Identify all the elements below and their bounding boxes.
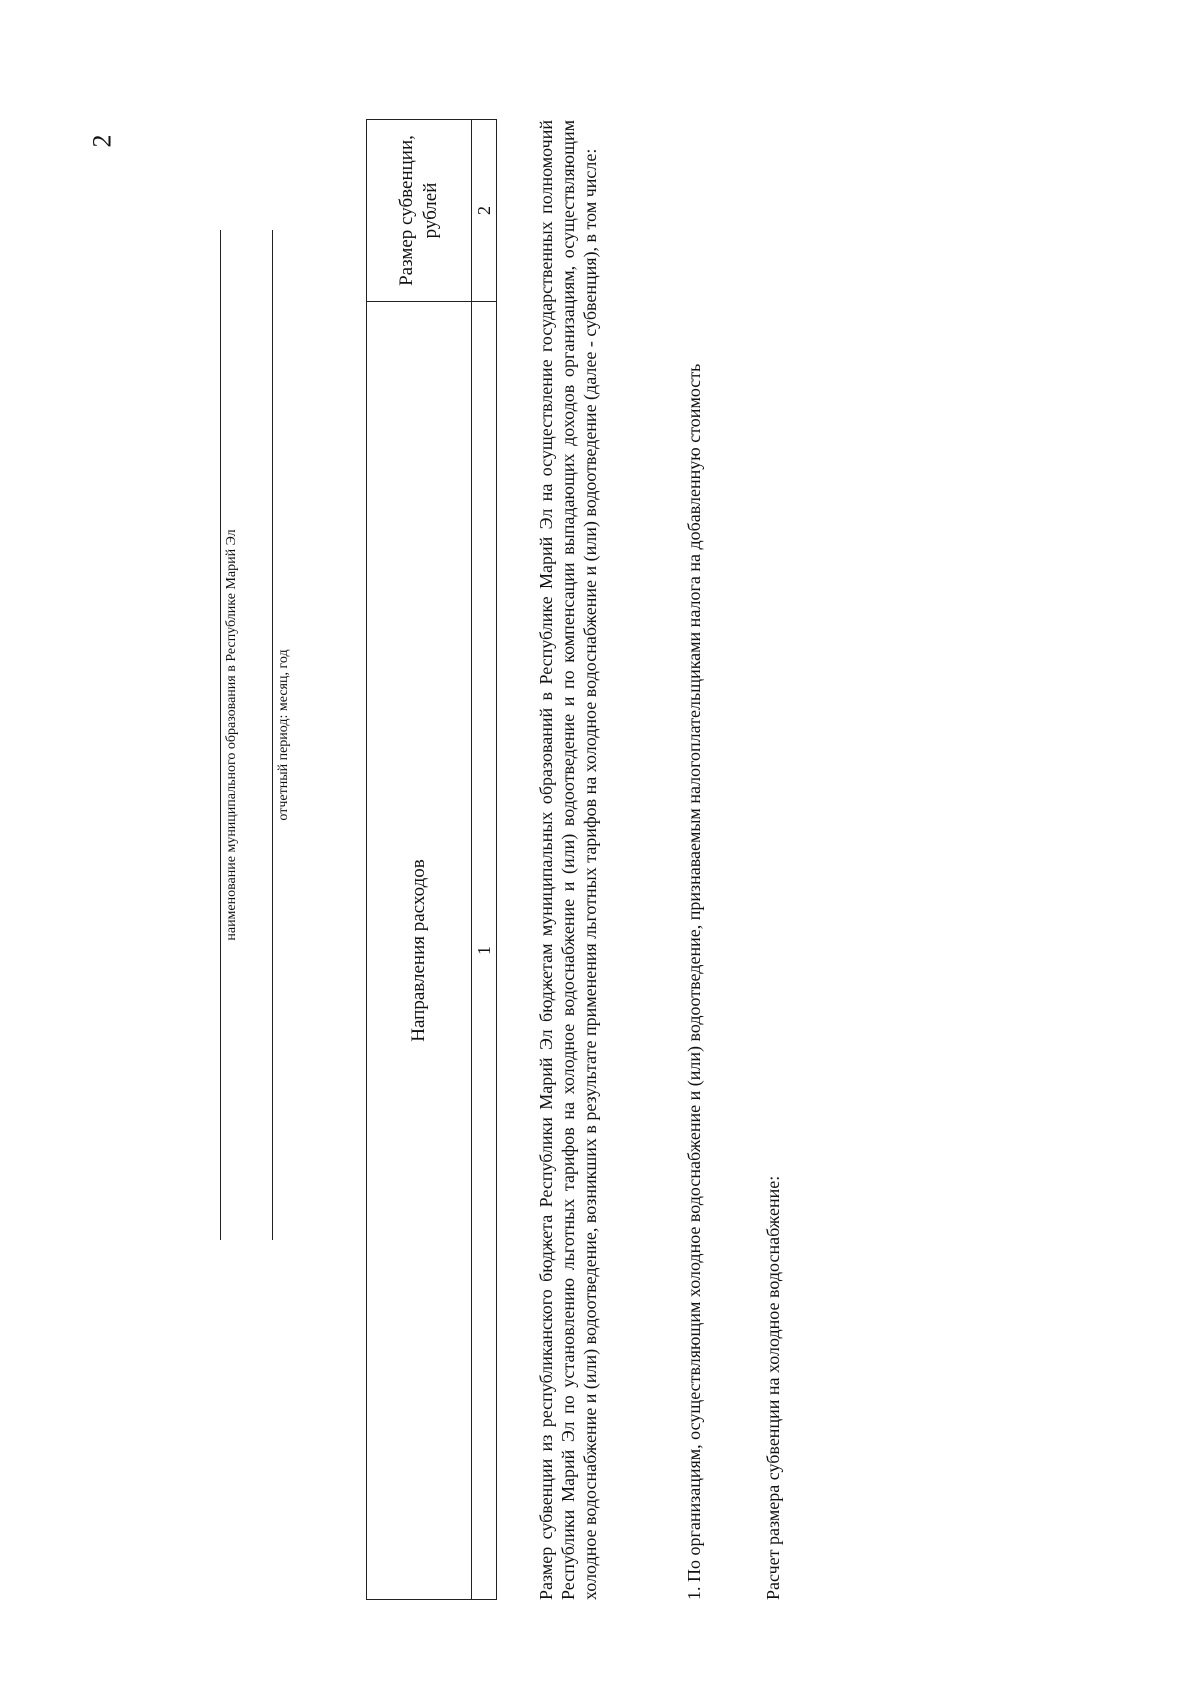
expense-table <box>366 119 497 1600</box>
period-field-line <box>272 230 273 1240</box>
period-field-caption: отчетный период: месяц, год <box>276 649 291 821</box>
header-subvention-amount: Размер субвенции, рублей <box>367 120 472 302</box>
municipality-field-line <box>220 230 221 1240</box>
column-number-2: 2 <box>472 120 497 302</box>
column-number-1: 1 <box>472 302 497 1600</box>
header-expense-direction: Направления расходов <box>367 302 472 1600</box>
intro-paragraph: Размер субвенции из республиканского бюджета Республики Марий Эл бюджетам муниципальных образований в Республике Марий Эл на осуществление государственных полномочий Республики Марий Эл по установлению льготных тарифов на холодное водоснабжение и (или) водоотведение и по компенсации выпадающих доходов организациям, осуществляющим холодное водоснабжение и (или) водоотведение, возникших в результате применения льготных тарифов на холодное водоснабжение и (или) водоотведение (далее - субвенция), в том числе: <box>536 120 600 1600</box>
municipality-field-caption: наименование муниципального образования в Республике Марий Эл <box>224 529 239 941</box>
table-header-row <box>367 120 472 1600</box>
rotated-content <box>220 120 1120 1600</box>
table-number-row <box>472 120 497 1600</box>
page-number: 2 <box>87 134 117 148</box>
calc-heading: Расчет размера субвенции на холодное водоснабжение: <box>763 1175 783 1600</box>
item-1-paragraph: 1. По организациям, осуществляющим холодное водоснабжение и (или) водоотведение, признаваемым налогоплательщиками налога на добавленную стоимость <box>684 363 704 1600</box>
